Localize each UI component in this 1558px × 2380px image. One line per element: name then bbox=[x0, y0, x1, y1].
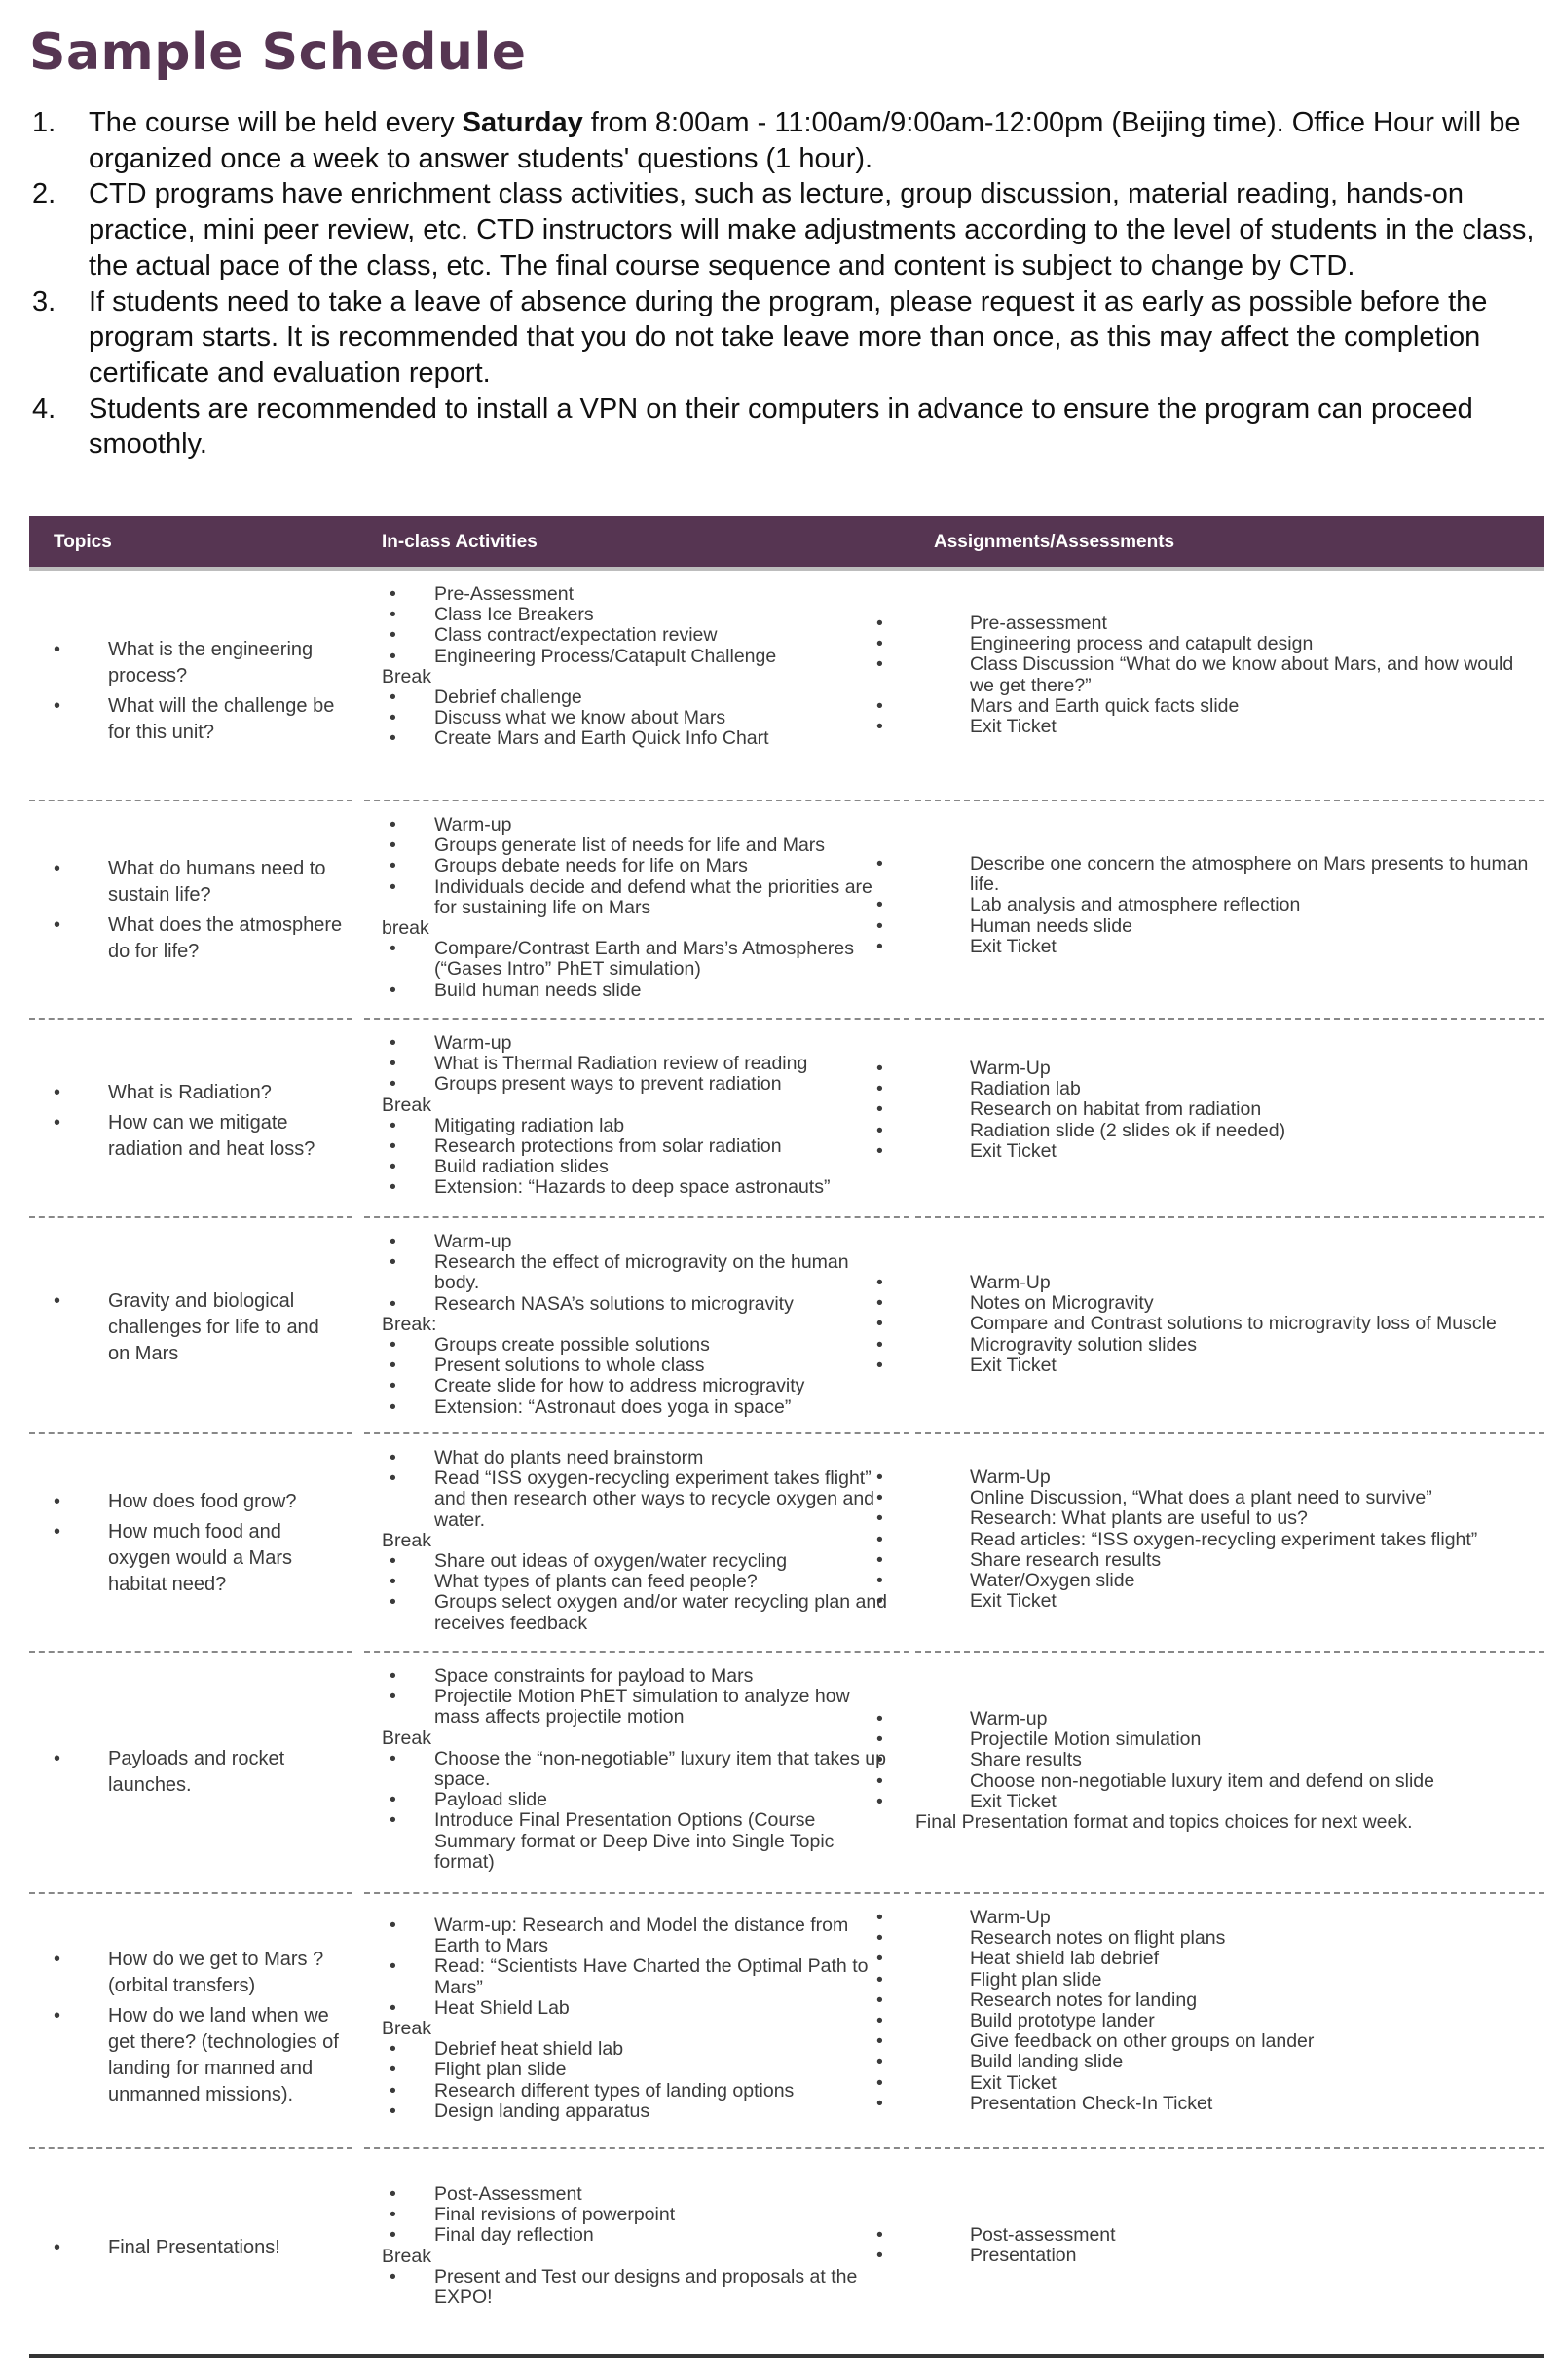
table-row bbox=[29, 1434, 1544, 1653]
assignment-item: • Build prototype lander bbox=[869, 2011, 1539, 2031]
activity-item: • Groups select oxygen and/or water recycling plan and receives feedback bbox=[382, 1592, 888, 1633]
assignment-item: • Lab analysis and atmosphere reflection bbox=[869, 895, 1539, 915]
assignment-item: • Post-assessment bbox=[869, 2225, 1539, 2246]
assignment-item: • Presentation bbox=[869, 2246, 1539, 2266]
note-text: CTD programs have enrichment class activities, such as lecture, group discussion, material reading, hands-on practice, mini peer review, etc. CTD instructors will make adjustments according to the level of students in the class, the actual pace of the class, etc. The final course sequence and content is subject to change by CTD. bbox=[89, 178, 1535, 281]
table-row bbox=[29, 1020, 1544, 1218]
table-row bbox=[29, 1218, 1544, 1434]
activity-item: • Warm-up bbox=[382, 815, 888, 836]
activities-cell bbox=[382, 1448, 888, 1634]
break-label: Break bbox=[382, 1094, 431, 1116]
activity-item: • Class contract/expectation review bbox=[382, 625, 888, 646]
assignment-item: • Radiation slide (2 slides ok if needed) bbox=[869, 1121, 1539, 1141]
header-assignments: Assignments/Assessments bbox=[934, 532, 1175, 552]
notes-list bbox=[29, 105, 1544, 463]
assignment-item: • Exit Ticket bbox=[869, 2073, 1539, 2094]
assignments-cell bbox=[915, 1908, 1539, 2114]
activities-cell bbox=[382, 1232, 888, 1418]
assignment-item: • Heat shield lab debrief bbox=[869, 1949, 1539, 1969]
note-item bbox=[29, 176, 1544, 283]
assignment-item: • Microgravity solution slides bbox=[869, 1335, 1539, 1356]
topic-item: • Gravity and biological challenges for life to and on Mars bbox=[54, 1288, 346, 1367]
activity-item: • Read “ISS oxygen-recycling experiment takes flight” and then research other ways to recycle oxygen and water. bbox=[382, 1469, 888, 1531]
activity-item: • Build human needs slide bbox=[382, 981, 888, 1001]
assignment-item: • Presentation Check-In Ticket bbox=[869, 2094, 1539, 2114]
activity-item: • Compare/Contrast Earth and Mars’s Atmospheres (“Gases Intro” PhET simulation) bbox=[382, 939, 888, 980]
note-number: 3. bbox=[32, 285, 56, 317]
activity-item: • What is Thermal Radiation review of reading bbox=[382, 1054, 888, 1074]
activity-item: • Groups create possible solutions bbox=[382, 1335, 888, 1356]
note-number: 4. bbox=[32, 392, 56, 425]
note-item bbox=[29, 391, 1544, 463]
activity-item: • Research NASA’s solutions to microgravity bbox=[382, 1294, 888, 1315]
topic-item: • How do we land when we get there? (technologies of landing for manned and unmanned missions). bbox=[54, 2003, 346, 2108]
assignment-item: • Warm-up bbox=[869, 1709, 1539, 1729]
assignment-item: • Exit Ticket bbox=[869, 1591, 1539, 1612]
topic-item: • Final Presentations! bbox=[54, 2235, 346, 2261]
assignment-item: • Read articles: “ISS oxygen-recycling experiment takes flight” bbox=[869, 1530, 1539, 1550]
activity-item: • Debrief heat shield lab bbox=[382, 2039, 888, 2060]
topics-cell bbox=[54, 1288, 346, 1367]
assignments-cell bbox=[915, 1273, 1539, 1376]
topics-cell bbox=[54, 637, 346, 746]
topic-item: • What is the engineering process? bbox=[54, 637, 346, 689]
assignment-item: • Exit Ticket bbox=[869, 1356, 1539, 1376]
page-title: Sample Schedule bbox=[29, 23, 527, 82]
activity-item: • Engineering Process/Catapult Challenge bbox=[382, 647, 888, 667]
assignment-item: • Research on habitat from radiation bbox=[869, 1099, 1539, 1120]
assignment-item: • Build landing slide bbox=[869, 2052, 1539, 2072]
break-label: Break bbox=[382, 665, 431, 688]
activity-item: • Pre-Assessment bbox=[382, 584, 888, 605]
topics-cell bbox=[54, 856, 346, 965]
activity-item: • Mitigating radiation lab bbox=[382, 1116, 888, 1136]
assignments-cell bbox=[915, 614, 1539, 737]
table-body bbox=[29, 571, 1544, 2352]
assignment-item: • Warm-Up bbox=[869, 1273, 1539, 1293]
note-number: 1. bbox=[32, 107, 56, 138]
table-header bbox=[29, 516, 1544, 571]
topics-cell bbox=[54, 2235, 346, 2261]
assignments-cell bbox=[915, 2225, 1539, 2266]
activity-item: • Final revisions of powerpoint bbox=[382, 2205, 888, 2225]
assignment-item: • Warm-Up bbox=[869, 1908, 1539, 1928]
topic-item: • What is Radiation? bbox=[54, 1080, 346, 1106]
header-topics: Topics bbox=[54, 532, 112, 552]
activity-item: • Extension: “Hazards to deep space astronauts” bbox=[382, 1177, 888, 1198]
activities-cell bbox=[382, 815, 888, 1001]
break-label: Break bbox=[382, 1727, 431, 1749]
activity-item: • Share out ideas of oxygen/water recycling bbox=[382, 1551, 888, 1572]
activity-item: • Warm-up bbox=[382, 1033, 888, 1054]
activities-cell bbox=[382, 1915, 888, 2122]
activity-item: • What types of plants can feed people? bbox=[382, 1572, 888, 1592]
break-label: Break: bbox=[382, 1313, 437, 1335]
assignment-item: • Flight plan slide bbox=[869, 1970, 1539, 1990]
topic-item: • How does food grow? bbox=[54, 1489, 346, 1515]
table-row bbox=[29, 2149, 1544, 2352]
assignment-item: • Class Discussion “What do we know about Mars, and how would we get there?” bbox=[869, 654, 1539, 695]
note-item bbox=[29, 284, 1544, 391]
topic-item: • How can we mitigate radiation and heat loss? bbox=[54, 1110, 346, 1163]
activity-item: • Research the effect of microgravity on the human body. bbox=[382, 1252, 888, 1293]
activity-item: • Present and Test our designs and proposals at the EXPO! bbox=[382, 2267, 888, 2308]
assignment-item: • Pre-assessment bbox=[869, 614, 1539, 634]
note-number: 2. bbox=[32, 178, 56, 210]
activity-item: • Introduce Final Presentation Options (Course Summary format or Deep Dive into Single Topic format) bbox=[382, 1810, 888, 1873]
assignment-item: • Research: What plants are useful to us? bbox=[869, 1508, 1539, 1529]
assignment-item: • Give feedback on other groups on lander bbox=[869, 2031, 1539, 2052]
table-row bbox=[29, 801, 1544, 1020]
activity-item: • Groups generate list of needs for life and Mars bbox=[382, 836, 888, 856]
topics-cell bbox=[54, 1947, 346, 2108]
note-text: The course will be held every bbox=[89, 107, 463, 138]
assignment-item: • Warm-Up bbox=[869, 1468, 1539, 1488]
assignment-item: • Online Discussion, “What does a plant need to survive” bbox=[869, 1488, 1539, 1508]
activity-item: • Payload slide bbox=[382, 1790, 888, 1810]
assignment-item: • Choose non-negotiable luxury item and defend on slide bbox=[869, 1771, 1539, 1792]
activity-item: • Discuss what we know about Mars bbox=[382, 708, 888, 728]
break-label: Break bbox=[382, 2245, 431, 2267]
break-label: Break bbox=[382, 2018, 431, 2040]
assignment-item: • Projectile Motion simulation bbox=[869, 1729, 1539, 1750]
activity-item: • Individuals decide and defend what the priorities are for sustaining life on Mars bbox=[382, 877, 888, 918]
activity-item: • Groups debate needs for life on Mars bbox=[382, 856, 888, 876]
activity-item: • Create Mars and Earth Quick Info Chart bbox=[382, 728, 888, 749]
topic-item: • How much food and oxygen would a Mars habitat need? bbox=[54, 1519, 346, 1598]
note-text: Students are recommended to install a VPN on their computers in advance to ensure the program can proceed smoothly. bbox=[89, 392, 1473, 461]
topic-item: • Payloads and rocket launches. bbox=[54, 1746, 346, 1799]
topics-cell bbox=[54, 1080, 346, 1163]
topic-item: • What do humans need to sustain life? bbox=[54, 856, 346, 909]
assignment-item: • Compare and Contrast solutions to microgravity loss of Muscle bbox=[869, 1314, 1539, 1334]
activity-item: • Flight plan slide bbox=[382, 2060, 888, 2080]
note-item bbox=[29, 105, 1544, 176]
assignment-item: • Research notes for landing bbox=[869, 1990, 1539, 2011]
activity-item: • Post-Assessment bbox=[382, 2184, 888, 2205]
assignments-cell bbox=[915, 1059, 1539, 1162]
assignment-item: • Research notes on flight plans bbox=[869, 1928, 1539, 1949]
assignment-item: • Exit Ticket bbox=[869, 937, 1539, 957]
assignment-item: • Describe one concern the atmosphere on Mars presents to human life. bbox=[869, 854, 1539, 895]
topics-cell bbox=[54, 1746, 346, 1799]
activity-item: • Present solutions to whole class bbox=[382, 1356, 888, 1376]
activity-item: • Create slide for how to address microgravity bbox=[382, 1376, 888, 1396]
activities-cell bbox=[382, 584, 888, 750]
activity-item: • Final day reflection bbox=[382, 2225, 888, 2246]
table-row bbox=[29, 571, 1544, 801]
table-bottom-rule bbox=[29, 2354, 1544, 2358]
activities-cell bbox=[382, 1666, 888, 1873]
activities-cell bbox=[382, 1033, 888, 1199]
activity-item: • Build radiation slides bbox=[382, 1157, 888, 1177]
activities-cell bbox=[382, 2184, 888, 2308]
activity-item: • Research different types of landing options bbox=[382, 2081, 888, 2101]
table-row bbox=[29, 1894, 1544, 2149]
table-row bbox=[29, 1653, 1544, 1894]
break-label: break bbox=[382, 917, 429, 940]
assignment-item: • Warm-Up bbox=[869, 1059, 1539, 1079]
activity-item: • Design landing apparatus bbox=[382, 2101, 888, 2122]
break-label: Break bbox=[382, 1529, 431, 1551]
activity-item: • Heat Shield Lab bbox=[382, 1998, 888, 2019]
activity-item: • Debrief challenge bbox=[382, 688, 888, 708]
note-bold: Saturday bbox=[462, 107, 583, 138]
topic-item: • What does the atmosphere do for life? bbox=[54, 912, 346, 965]
assignment-item: • Engineering process and catapult design bbox=[869, 634, 1539, 654]
note-text: If students need to take a leave of absence during the program, please request it as early as possible before the program starts. It is recommended that you do not take leave more than once, as this may affect the completion certificate and evaluation report. bbox=[89, 285, 1488, 389]
assignment-item: • Exit Ticket bbox=[869, 1792, 1539, 1812]
activity-item: • Space constraints for payload to Mars bbox=[382, 1666, 888, 1687]
assignment-item: • Mars and Earth quick facts slide bbox=[869, 696, 1539, 717]
topic-item: • What will the challenge be for this unit? bbox=[54, 693, 346, 746]
assignment-item: • Notes on Microgravity bbox=[869, 1293, 1539, 1314]
assignment-item: • Share results bbox=[869, 1750, 1539, 1770]
schedule-table bbox=[29, 516, 1544, 2352]
assignments-cell bbox=[915, 854, 1539, 957]
activity-item: • Groups present ways to prevent radiation bbox=[382, 1074, 888, 1095]
assignment-note: Final Presentation format and topics choices for next week. bbox=[915, 1811, 1413, 1834]
assignment-item: • Share research results bbox=[869, 1550, 1539, 1571]
assignment-item: • Human needs slide bbox=[869, 916, 1539, 937]
activity-item: • Class Ice Breakers bbox=[382, 605, 888, 625]
assignments-cell bbox=[915, 1468, 1539, 1612]
activity-item: • Warm-up: Research and Model the distance from Earth to Mars bbox=[382, 1915, 888, 1956]
activity-item: • Choose the “non-negotiable” luxury item that takes up space. bbox=[382, 1749, 888, 1790]
assignment-item: • Water/Oxygen slide bbox=[869, 1571, 1539, 1591]
assignments-cell bbox=[915, 1709, 1539, 1833]
assignment-item: • Radiation lab bbox=[869, 1079, 1539, 1099]
activity-item: • Extension: “Astronaut does yoga in space” bbox=[382, 1397, 888, 1418]
header-activities: In-class Activities bbox=[382, 532, 538, 552]
note-text-end: from 8:00am - 11:00am/9:00am-12:00pm (Beijing time). Office Hour will be organized once a week to answer students' questions (1 hour). bbox=[89, 107, 1521, 174]
activity-item: • What do plants need brainstorm bbox=[382, 1448, 888, 1469]
topics-cell bbox=[54, 1489, 346, 1598]
activity-item: • Research protections from solar radiation bbox=[382, 1136, 888, 1157]
activity-item: • Warm-up bbox=[382, 1232, 888, 1252]
activity-item: • Projectile Motion PhET simulation to analyze how mass affects projectile motion bbox=[382, 1687, 888, 1728]
assignment-item: • Exit Ticket bbox=[869, 717, 1539, 737]
assignment-item: • Exit Ticket bbox=[869, 1141, 1539, 1162]
activity-item: • Read: “Scientists Have Charted the Optimal Path to Mars” bbox=[382, 1956, 888, 1997]
topic-item: • How do we get to Mars ? (orbital transfers) bbox=[54, 1947, 346, 1999]
